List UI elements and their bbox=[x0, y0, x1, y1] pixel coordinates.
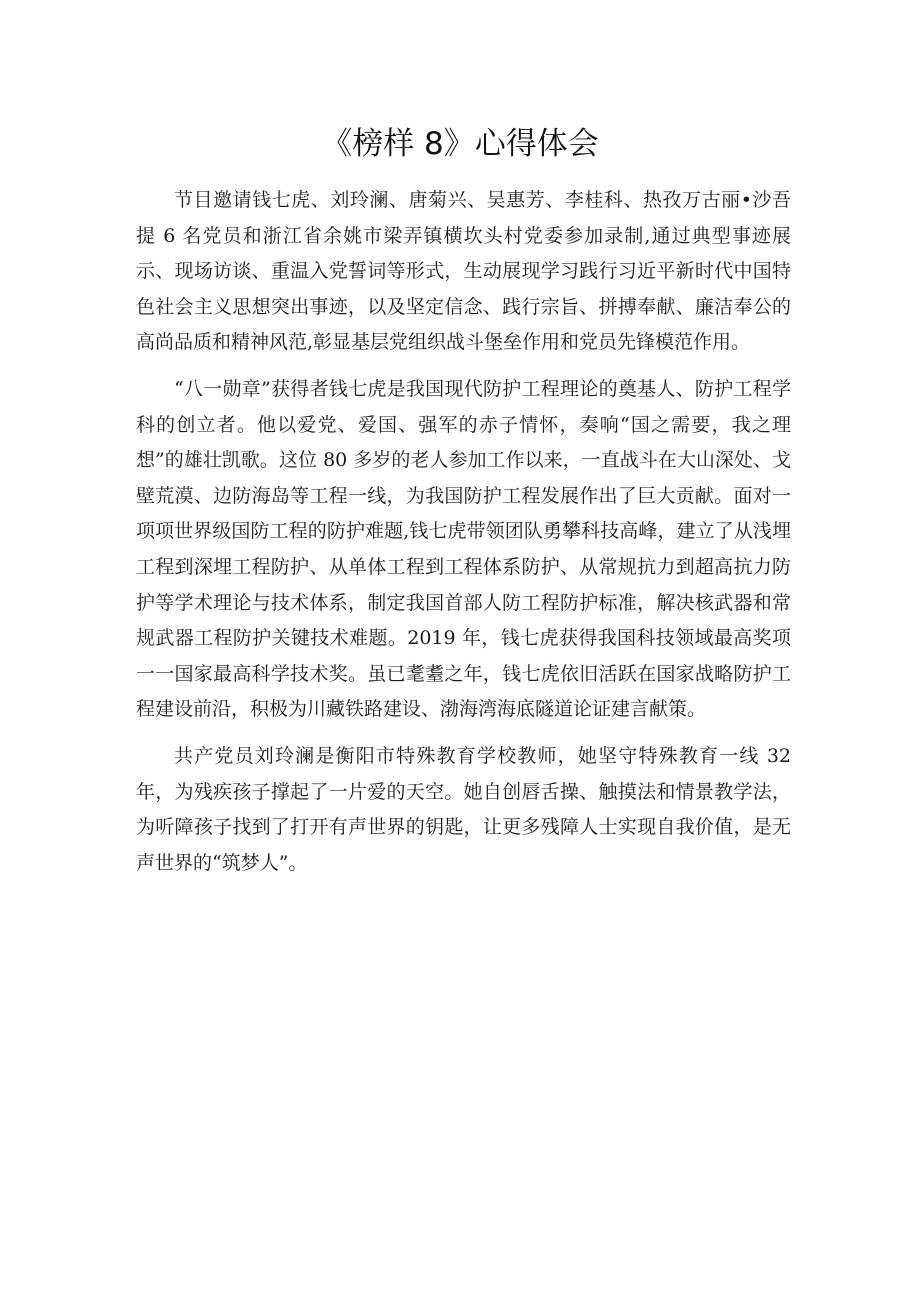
document-body bbox=[136, 183, 791, 881]
paragraph-intro: 节目邀请钱七虎、刘玲澜、唐菊兴、吴惠芳、李桂科、热孜万古丽•沙吾提 6 名党员和浙江省余姚市梁弄镇横坎头村党委参加录制,通过典型事迹展示、现场访谈、重温入党誓词等形式，生动展现学习践行习近平新时代中国特色社会主义思想突出事迹，以及坚定信念、践行宗旨、拼搏奉献、廉洁奉公的高尚品质和精神风范,彰显基层党组织战斗堡垒作用和党员先锋模范作用。 bbox=[136, 189, 791, 354]
document-title: 《榜样 8》心得体会 bbox=[321, 126, 599, 162]
paragraph-qian-qihu: “八一勋章”获得者钱七虎是我国现代防护工程理论的奠基人、防护工程学科的创立者。他以爱党、爱国、强军的赤子情怀，奏响“国之需要，我之理想”的雄壮凯歌。这位 80 多岁的老人参加工作以来，一直战斗在大山深处、戈壁荒漠、边防海岛等工程一线，为我国防护工程发展作出了巨大贡献。面对一项项世界级国防工程的防护难题,钱七虎带领团队勇攀科技高峰，建立了从浅埋工程到深埋工程防护、从单体工程到工程体系防护、从常规抗力到超高抗力防护等学术理论与技术体系，制定我国首部人防工程防护标准，解决核武器和常规武器工程防护关键技术难题。2019 年，钱七虎获得我国科技领域最高奖项一一国家最高科学技术奖。虽已耄耋之年，钱七虎依旧活跃在国家战略防护工程建设前沿，积极为川藏铁路建设、渤海湾海底隧道论证建言献策。 bbox=[136, 377, 791, 721]
paragraph-liu-linglan: 共产党员刘玲澜是衡阳市特殊教育学校教师，她坚守特殊教育一线 32 年，为残疾孩子撑起了一片爱的天空。她自创唇舌操、触摸法和情景教学法，为听障孩子找到了打开有声世界的钥匙，让更多残障人士实现自我价值，是无声世界的“筑梦人”。 bbox=[136, 744, 791, 874]
